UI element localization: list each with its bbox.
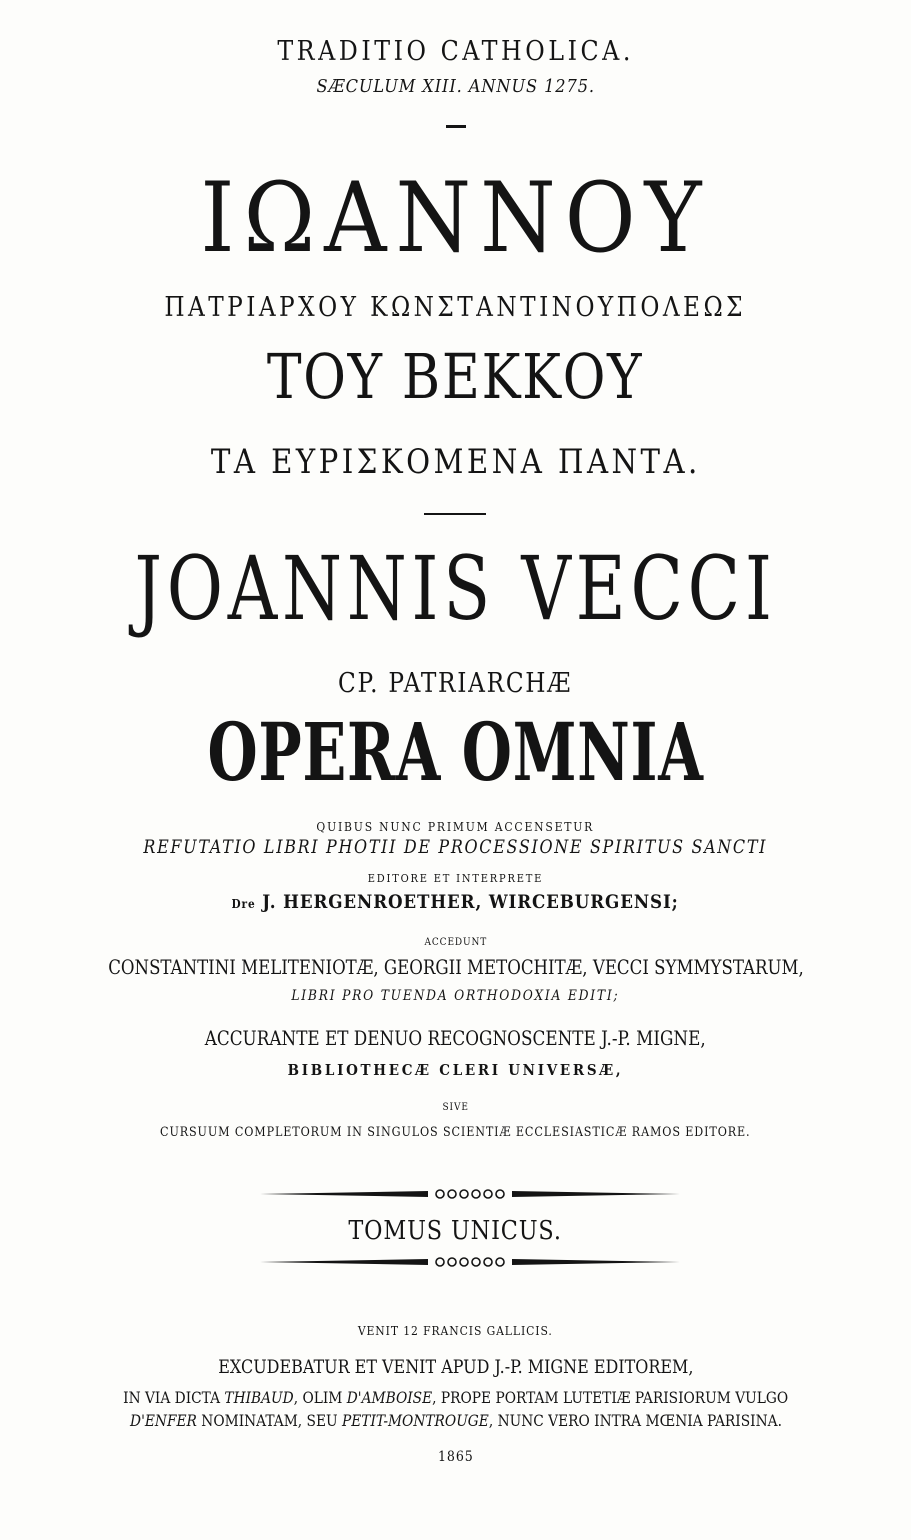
greek-name: ΙΩΑΝΝΟΥ [200,162,711,274]
short-rule-middle [424,513,486,515]
latin-office: CP. PATRIARCHÆ [338,668,573,699]
contents-line-11: CURSUUM COMPLETORUM IN SINGULOS SCIENTIÆ ECCLESIASTICÆ RAMOS EDITORE. [160,1125,751,1140]
editor-name: J. HERGENROETHER, WIRCEBURGENSI; [262,891,680,913]
imprint-line-3: D'ENFER NOMINATAM, SEU PETIT-MONTROUGE, NUNC VERO INTRA MŒNIA PARISINA. [129,1411,782,1430]
saeculum-line: SÆCULUM XIII. ANNUS 1275. [316,76,595,97]
price-line: VENIT 12 FRANCIS GALLICIS. [358,1324,553,1338]
contents-line-7: LIBRI PRO TUENDA ORTHODOXIA EDITI; [291,988,620,1004]
greek-office: ΠΑΤΡΙΑΡΧΟΥ ΚΩΝΣΤΑΝΤΙΝΟΥΠΟΛΕΩΣ [164,292,747,323]
contents-line-6: CONSTANTINI MELITENIOTÆ, GEORGII METOCHITÆ, VECCI SYMMYSTARUM, [107,955,804,979]
collection-title: TRADITIO CATHOLICA. [277,36,634,67]
ornament-rule-top [258,1184,682,1204]
imprint-year: 1865 [437,1449,474,1465]
ornament-rule-bottom [258,1252,682,1272]
imprint-line-1: EXCUDEBATUR ET VENIT APUD J.-P. MIGNE EDITOREM, [217,1356,694,1378]
volume-line: TOMUS UNICUS. [348,1216,563,1246]
latin-name: JOANNIS VECCI [134,537,777,640]
contents-line-5: ACCEDUNT [424,937,487,948]
contents-line-10: SIVE [442,1102,469,1113]
contents-line-9: BIBLIOTHECÆ CLERI UNIVERSÆ, [287,1061,624,1079]
greek-works: ΤΑ ΕΥΡΙΣΚΟΜΕΝΑ ΠΑΝΤΑ. [210,442,701,482]
latin-works: OPERA OMNIA [207,705,704,799]
contents-line-2: REFUTATIO LIBRI PHOTII DE PROCESSIONE SPIRITUS SANCTI [143,836,768,858]
editor-prefix: Dre [231,897,256,911]
contents-line-3: EDITORE ET INTERPRETE [367,872,544,885]
editor-line [0,893,911,912]
greek-surname: ΤΟΥ ΒΕΚΚΟΥ [267,340,644,413]
short-rule-top [446,125,466,128]
contents-line-1: QUIBUS NUNC PRIMUM ACCENSETUR [316,820,595,834]
imprint-line-2: IN VIA DICTA THIBAUD, OLIM D'AMBOISE, PROPE PORTAM LUTETIÆ PARISIORUM VULGO [122,1388,789,1407]
contents-line-8: ACCURANTE ET DENUO RECOGNOSCENTE J.-P. MIGNE, [205,1026,706,1050]
